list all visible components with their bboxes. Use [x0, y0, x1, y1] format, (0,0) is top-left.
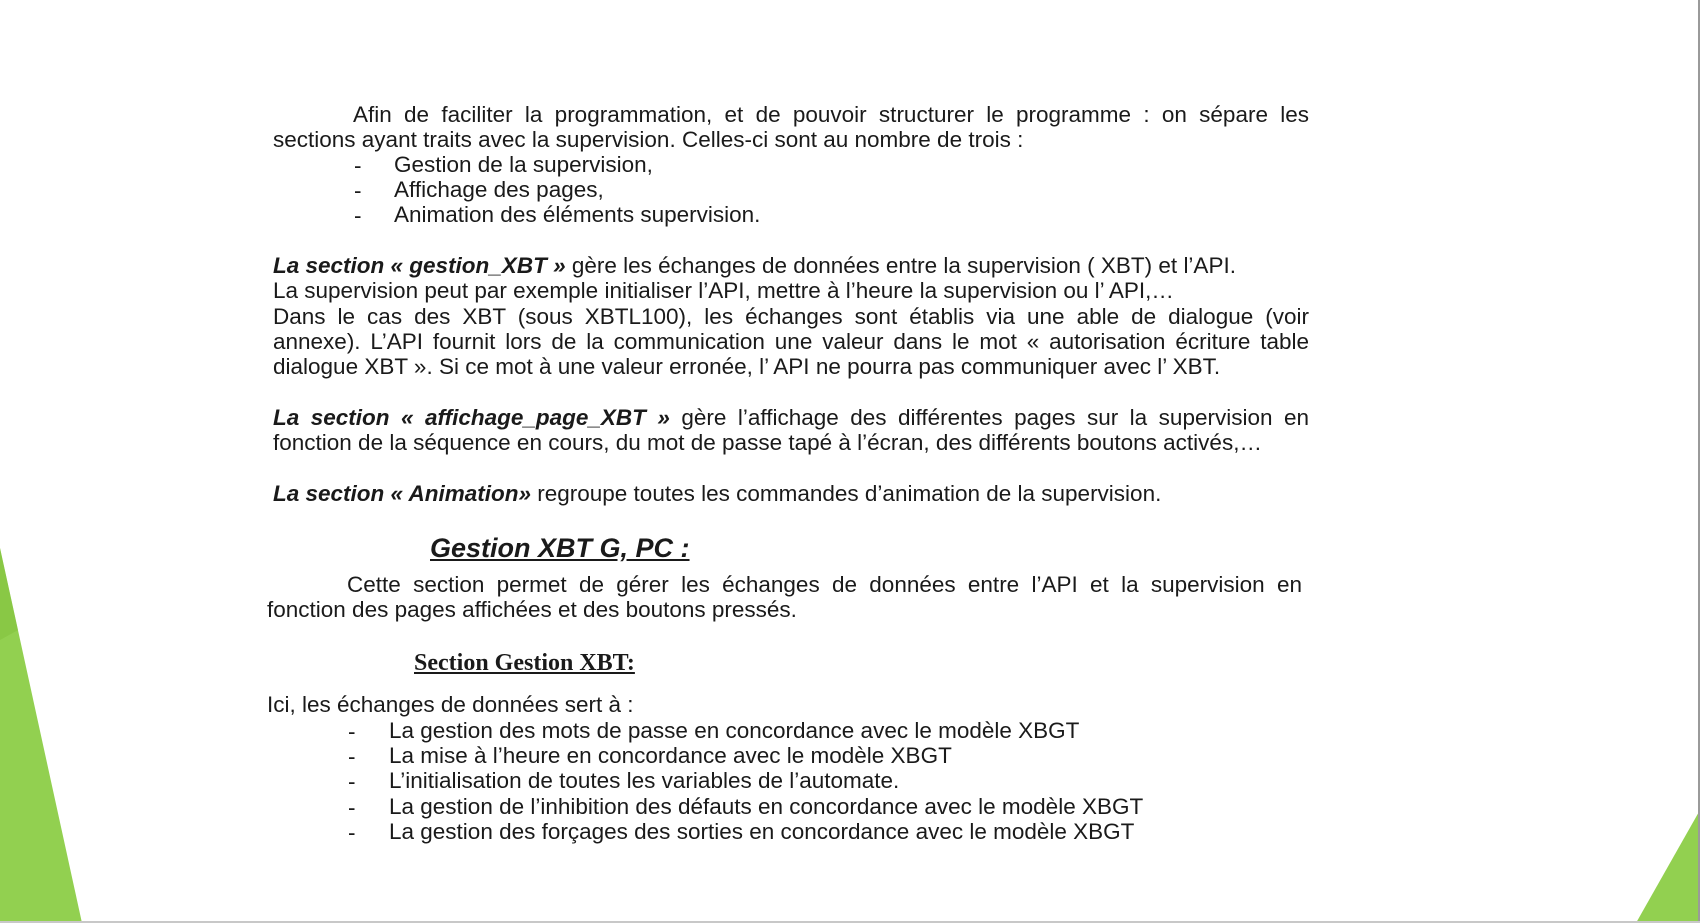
heading-gestion-xbt: Gestion XBT G, PC :	[430, 533, 690, 563]
ici-bullet: La mise à l’heure en concordance avec le modèle XBGT	[389, 743, 952, 768]
gestion-xbt-line-2: fonction des pages affichées et des boutons pressés.	[267, 597, 797, 622]
heading-section-gestion-xbt: Section Gestion XBT:	[414, 650, 635, 676]
section-gestion-line-1	[273, 253, 1236, 279]
ici-bullet: La gestion des forçages des sorties en concordance avec le modèle XBGT	[389, 819, 1135, 844]
section-affichage-line-1	[273, 405, 1309, 431]
section-affichage-line-2: fonction de la séquence en cours, du mot de passe tapé à l’écran, des différents boutons activés,…	[273, 430, 1262, 455]
bullet-dash: -	[348, 795, 356, 820]
section-affichage-rest: gère l’affichage des différentes pages sur la supervision en	[669, 405, 1309, 430]
section-animation-line	[273, 481, 1161, 507]
section-gestion-line-5: dialogue XBT ». Si ce mot à une valeur erronée, l’ API ne pourra pas communiquer avec l’ XBT.	[273, 354, 1221, 379]
bullet-dash: -	[348, 769, 356, 794]
ici-bullet: L’initialisation de toutes les variables de l’automate.	[389, 768, 900, 793]
intro-line-2: sections ayant traits avec la supervision. Celles-ci sont au nombre de trois :	[273, 127, 1024, 152]
section-animation-rest: regroupe toutes les commandes d’animation de la supervision.	[530, 481, 1162, 506]
section-affichage-title: La section « affichage_page_XBT »	[273, 405, 670, 430]
bullet-dash: -	[354, 203, 362, 228]
section-animation-title: La section « Animation»	[273, 481, 531, 506]
ici-bullet: La gestion de l’inhibition des défauts en concordance avec le modèle XBGT	[389, 794, 1144, 819]
section-gestion-line-3: Dans le cas des XBT (sous XBTL100), les échanges sont établis via une able de dialogue (voir	[273, 304, 1309, 329]
bullet-dash: -	[348, 744, 356, 769]
bullet-dash: -	[354, 178, 362, 203]
bullet-dash: -	[348, 719, 356, 744]
intro-line-1: Afin de faciliter la programmation, et de pouvoir structurer le programme : on sépare les	[353, 102, 1309, 127]
intro-bullet: Affichage des pages,	[394, 177, 604, 202]
intro-bullet: Animation des éléments supervision.	[394, 202, 761, 227]
gestion-xbt-line-1: Cette section permet de gérer les échanges de données entre l’API et la supervision en	[347, 572, 1302, 597]
section-gestion-line-4: annexe). L’API fournit lors de la communication une valeur dans le mot « autorisation écriture table	[273, 329, 1309, 354]
section-gestion-line-2: La supervision peut par exemple initialiser l’API, mettre à l’heure la supervision ou l’ API,…	[273, 278, 1174, 303]
bullet-dash: -	[354, 153, 362, 178]
section-gestion-title: La section « gestion_XBT »	[273, 253, 566, 278]
section-gestion-rest: gère les échanges de données entre la supervision ( XBT) et l’API.	[565, 253, 1236, 278]
ici-intro: Ici, les échanges de données sert à :	[267, 692, 634, 717]
bullet-dash: -	[348, 820, 356, 845]
intro-bullet: Gestion de la supervision,	[394, 152, 653, 177]
ici-bullet: La gestion des mots de passe en concordance avec le modèle XBGT	[389, 718, 1080, 743]
